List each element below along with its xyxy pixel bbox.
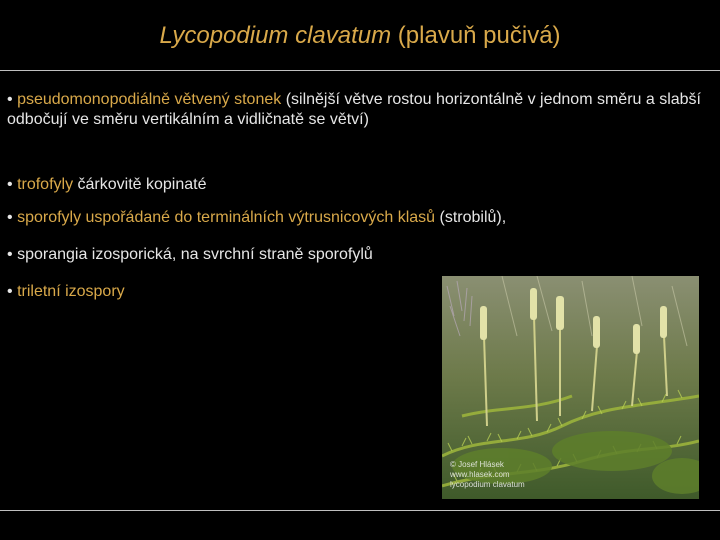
slide-title	[0, 22, 720, 50]
bullet-term: triletní izospory	[17, 283, 125, 300]
bullet-item-trophophylls	[7, 175, 713, 195]
title-common-name: (plavuň pučivá)	[397, 22, 561, 49]
title-scientific-name: Lycopodium clavatum	[159, 22, 392, 49]
bullet-marker: •	[7, 246, 13, 263]
bullet-marker: •	[7, 283, 13, 300]
top-divider	[0, 70, 720, 71]
bullet-item-sporophylls	[7, 208, 713, 228]
bullet-marker: •	[7, 209, 13, 226]
bullet-item-sporangia	[7, 245, 713, 265]
bullet-text: (silnější větve rostou horizontálně v jednom směru a slabší odbočují ve směru vertikálním a vidličnatě se větví)	[7, 91, 701, 128]
bullet-text: čárkovitě kopinaté	[73, 176, 207, 193]
bullet-marker: •	[7, 176, 13, 193]
bullet-term: sporofyly uspořádané do terminálních výtrusnicových klasů	[17, 209, 436, 226]
bullet-text: (strobilů),	[435, 209, 507, 226]
bullet-marker: •	[7, 91, 13, 108]
bullet-term: pseudomonopodiálně větvený stonek	[17, 91, 282, 108]
bullet-text: sporangia izosporická, na svrchní straně sporofylů	[17, 246, 373, 263]
watermark-line: www.hlasek.com	[450, 470, 510, 479]
bullet-term: trofofyly	[17, 176, 74, 193]
bullet-item-stem	[7, 90, 713, 130]
bottom-divider	[0, 510, 720, 511]
watermark-line: © Josef Hlásek	[450, 460, 504, 469]
watermark-line: lycopodium clavatum	[450, 480, 525, 489]
photo-watermark	[450, 460, 560, 490]
